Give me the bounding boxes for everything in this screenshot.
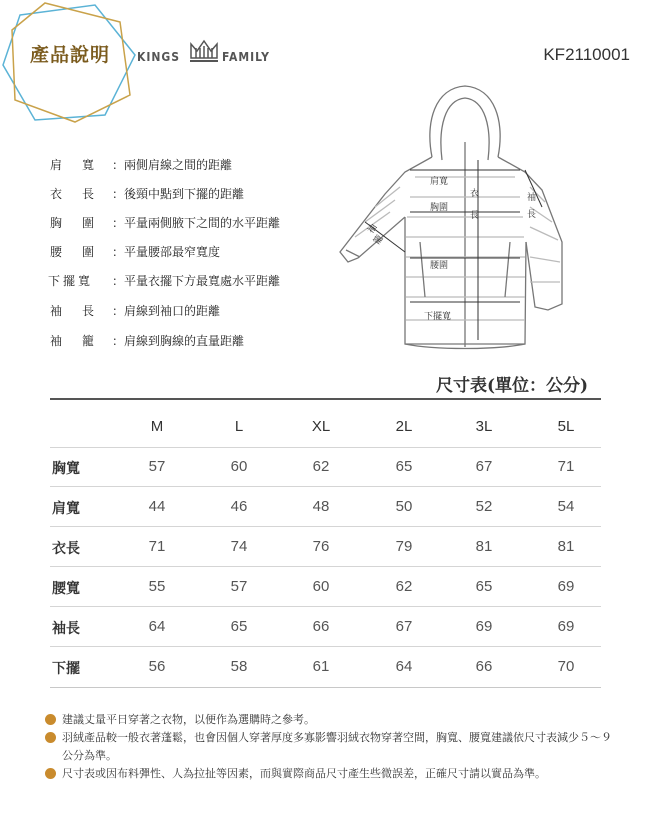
table-row-divider <box>50 447 601 448</box>
page-title: 產品說明 <box>30 44 111 66</box>
table-cell: 67 <box>475 458 493 475</box>
table-row-divider <box>50 606 601 607</box>
model-code: KF2110001 <box>543 45 630 64</box>
table-cell: 56 <box>148 658 166 675</box>
jacket-label-hem: 下擺寬 <box>424 312 452 322</box>
table-row-label: 腰寬 <box>52 581 80 597</box>
jacket-label-shoulder: 肩寬 <box>430 177 449 187</box>
table-cell: 54 <box>557 498 575 515</box>
brand-family-text: FAMILY <box>222 50 270 64</box>
definition-term: 肩寬 <box>50 158 115 172</box>
table-cell: 70 <box>557 658 575 675</box>
column-header-3l: 3L <box>475 418 493 435</box>
definition-waist <box>50 243 220 260</box>
brand-kings-text: KINGS <box>137 50 181 64</box>
definition-term: 袖長 <box>50 304 115 318</box>
bullet-dot-icon <box>45 768 56 779</box>
definition-chest <box>50 214 280 231</box>
table-cell: 48 <box>312 498 330 515</box>
table-cell: 55 <box>148 578 166 595</box>
table-bottom-divider <box>50 687 601 688</box>
table-cell: 65 <box>475 578 493 595</box>
table-cell: 46 <box>230 498 248 515</box>
table-cell: 60 <box>312 578 330 595</box>
definition-desc: ：後頸中點到下擺的距離 <box>112 187 245 201</box>
table-cell: 62 <box>312 458 330 475</box>
table-row-label: 袖長 <box>52 621 80 637</box>
definition-hem <box>48 272 280 289</box>
table-cell: 81 <box>475 538 493 555</box>
crown-icon <box>189 38 219 64</box>
definition-shoulder <box>50 156 232 173</box>
definition-desc: ：肩線到袖口的距離 <box>112 304 221 318</box>
jacket-label-armhole-2: 籠 <box>372 233 386 247</box>
column-header-xl: XL <box>311 418 331 435</box>
definition-desc: ：平量腰部最窄寬度 <box>112 245 221 259</box>
jacket-diagram <box>320 82 590 357</box>
definition-desc: ：平量兩側腋下之間的水平距離 <box>112 216 281 230</box>
note-text: 建議丈量平日穿著之衣物，以便作為選購時之參考。 <box>62 713 315 726</box>
definition-armhole <box>50 332 244 349</box>
table-cell: 79 <box>395 538 413 555</box>
table-cell: 69 <box>475 618 493 635</box>
table-cell: 44 <box>148 498 166 515</box>
jacket-label-length-2: 長 <box>470 211 480 221</box>
table-cell: 65 <box>230 618 248 635</box>
table-cell: 81 <box>557 538 575 555</box>
column-header-l: L <box>234 418 244 435</box>
table-cell: 69 <box>557 578 575 595</box>
definition-term: 腰圍 <box>50 245 115 259</box>
jacket-label-sleeve-1: 袖 <box>527 193 537 203</box>
definition-term: 袖籠 <box>50 334 115 348</box>
bullet-dot-icon <box>45 714 56 725</box>
table-row-divider <box>50 526 601 527</box>
note-text: 尺寸表或因布料彈性、人為拉扯等因素，而與實際商品尺寸產生些微誤差，正確尺寸請以實品為準。 <box>62 767 546 780</box>
table-cell: 64 <box>148 618 166 635</box>
table-cell: 69 <box>557 618 575 635</box>
table-row-label: 胸寬 <box>52 461 80 477</box>
bullet-dot-icon <box>45 732 56 743</box>
table-cell: 61 <box>312 658 330 675</box>
column-header-5l: 5L <box>557 418 575 435</box>
table-row-divider <box>50 486 601 487</box>
jacket-label-waist: 腰圍 <box>430 261 449 271</box>
definition-desc: ：肩線到胸線的直量距離 <box>112 334 245 348</box>
table-row-label: 衣長 <box>52 541 80 557</box>
jacket-label-armhole-1: 袖 <box>366 222 380 236</box>
jacket-label-length-1: 衣 <box>470 189 480 199</box>
table-row-divider <box>50 646 601 647</box>
table-row-divider <box>50 566 601 567</box>
definition-sleeve <box>50 302 220 319</box>
column-header-2l: 2L <box>395 418 413 435</box>
table-top-divider <box>50 398 601 400</box>
table-cell: 62 <box>395 578 413 595</box>
table-cell: 74 <box>230 538 248 555</box>
definition-term: 下擺寬 <box>48 274 94 288</box>
table-cell: 67 <box>395 618 413 635</box>
table-cell: 64 <box>395 658 413 675</box>
table-cell: 76 <box>312 538 330 555</box>
size-table-title: 尺寸表(單位：公分) <box>436 376 589 396</box>
column-header-m: M <box>150 418 164 435</box>
table-cell: 58 <box>230 658 248 675</box>
note-item <box>45 729 620 765</box>
table-cell: 65 <box>395 458 413 475</box>
table-cell: 57 <box>148 458 166 475</box>
table-cell: 57 <box>230 578 248 595</box>
table-cell: 71 <box>148 538 166 555</box>
definition-term: 胸圍 <box>50 216 115 230</box>
note-text: 羽絨產品較一般衣著蓬鬆，也會因個人穿著厚度多寡影響羽絨衣物穿著空間，胸寬、腰寬建議依尺寸表減少５～９公分為準。 <box>62 731 612 762</box>
definition-term: 衣長 <box>50 187 115 201</box>
table-row-label: 肩寬 <box>52 501 80 517</box>
table-cell: 66 <box>475 658 493 675</box>
jacket-label-sleeve-2: 長 <box>527 210 537 220</box>
definition-desc: ：平量衣擺下方最寬處水平距離 <box>112 274 281 288</box>
definition-desc: ：兩側肩線之間的距離 <box>112 158 233 172</box>
table-cell: 66 <box>312 618 330 635</box>
note-item <box>45 711 620 729</box>
note-item <box>45 765 620 783</box>
table-cell: 50 <box>395 498 413 515</box>
definition-length <box>50 185 244 202</box>
jacket-label-chest: 胸圍 <box>430 203 449 213</box>
table-row-label: 下擺 <box>52 661 80 677</box>
table-cell: 52 <box>475 498 493 515</box>
table-cell: 60 <box>230 458 248 475</box>
table-cell: 71 <box>557 458 575 475</box>
